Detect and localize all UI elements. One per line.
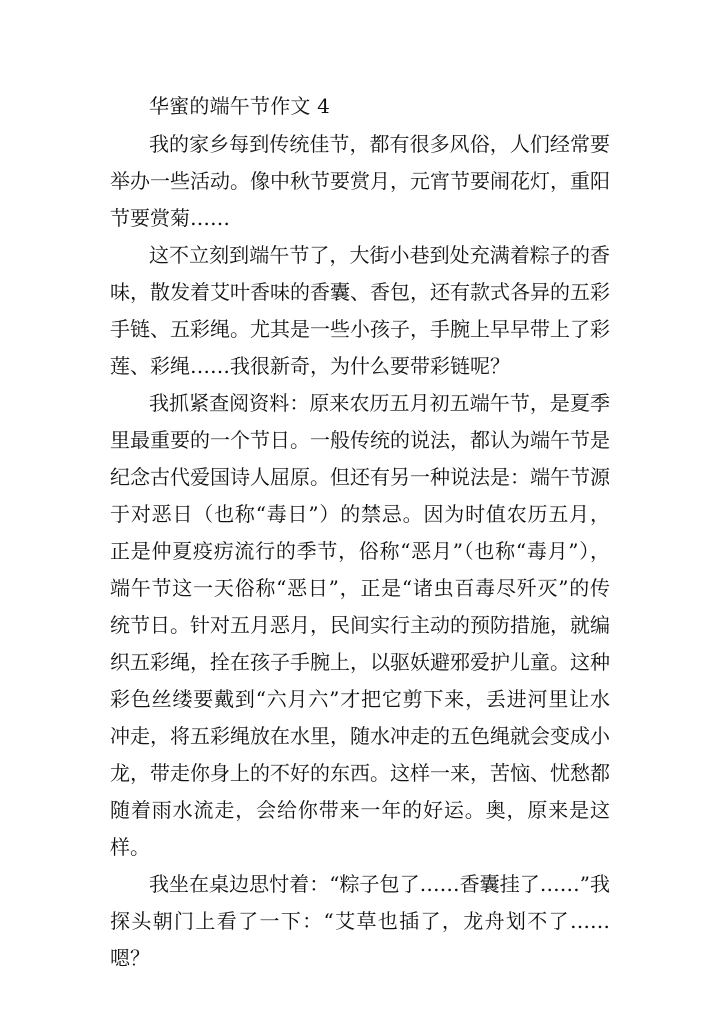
- document-body: [110, 86, 610, 977]
- paragraph-4: 我坐在桌边思忖着：“粽子包了……香囊挂了……”我探头朝门上看了一下：“艾草也插了，龙舟划不了……嗯？: [110, 872, 610, 970]
- paragraph-1: 我的家乡每到传统佳节，都有很多风俗，人们经常要举办一些活动。像中秋节要赏月，元宵节要闹花灯，重阳节要赏菊……: [110, 132, 610, 230]
- paragraph-3: 我抓紧查阅资料：原来农历五月初五端午节，是夏季里最重要的一个节日。一般传统的说法，都认为端午节是纪念古代爱国诗人屈原。但还有另一种说法是：端午节源于对恶日（也称“毒日”）的禁忌。因为时值农历五月，正是仲夏疫疠流行的季节，俗称“恶月”（也称“毒月”），端午节这一天俗称“恶日”，正是“诸虫百毒尽歼灭”的传统节日。针对五月恶月，民间实行主动的预防措施，就编织五彩绳，拴在孩子手腕上，以驱妖避邪爱护儿童。这种彩色丝缕要戴到“六月六”才把它剪下来，丢进河里让水冲走，将五彩绳放在水里，随水冲走的五色绳就会变成小龙，带走你身上的不好的东西。这样一来，苦恼、忧愁都随着雨水流走，会给你带来一年的好运。奥，原来是这样。: [110, 391, 610, 859]
- paragraph-2: 这不立刻到端午节了，大街小巷到处充满着粽子的香味，散发着艾叶香味的香囊、香包，还有款式各异的五彩手链、五彩绳。尤其是一些小孩子，手腕上早早带上了彩莲、彩绳……我很新奇，为什么要带彩链呢？: [110, 243, 610, 378]
- document-title: 华蜜的端午节作文 4: [149, 94, 331, 118]
